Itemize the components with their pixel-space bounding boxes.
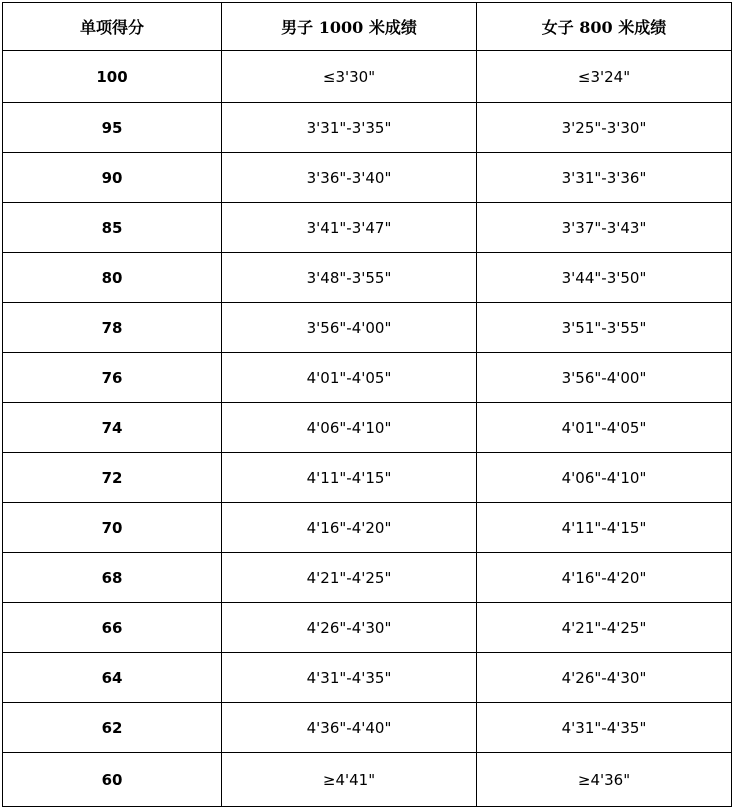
female-time-cell: 3'51"-3'55"	[477, 303, 732, 353]
male-time-cell: 4'16"-4'20"	[222, 503, 477, 553]
female-time-cell: 3'37"-3'43"	[477, 203, 732, 253]
table-row	[3, 453, 732, 503]
female-time-cell: 3'56"-4'00"	[477, 353, 732, 403]
table-row	[3, 153, 732, 203]
score-table	[2, 2, 732, 807]
score-cell: 60	[3, 753, 222, 807]
table-row	[3, 103, 732, 153]
score-cell: 74	[3, 403, 222, 453]
score-cell: 100	[3, 51, 222, 103]
female-time-cell: ≥4'36"	[477, 753, 732, 807]
table-row	[3, 753, 732, 807]
female-time-cell: 4'06"-4'10"	[477, 453, 732, 503]
male-time-cell: 4'31"-4'35"	[222, 653, 477, 703]
table-row	[3, 653, 732, 703]
score-cell: 80	[3, 253, 222, 303]
male-time-cell: 4'21"-4'25"	[222, 553, 477, 603]
table-row	[3, 403, 732, 453]
female-time-cell: 4'26"-4'30"	[477, 653, 732, 703]
score-cell: 70	[3, 503, 222, 553]
male-time-cell: 3'48"-3'55"	[222, 253, 477, 303]
female-time-cell: 3'31"-3'36"	[477, 153, 732, 203]
table-row	[3, 503, 732, 553]
score-cell: 64	[3, 653, 222, 703]
male-time-cell: 4'36"-4'40"	[222, 703, 477, 753]
male-time-cell: 3'41"-3'47"	[222, 203, 477, 253]
table-row	[3, 203, 732, 253]
male-time-cell: 4'01"-4'05"	[222, 353, 477, 403]
header-male-1000m: 男子 1000 米成绩	[222, 3, 477, 51]
table-row	[3, 303, 732, 353]
table-row	[3, 603, 732, 653]
male-time-cell: 3'56"-4'00"	[222, 303, 477, 353]
male-time-cell: 4'26"-4'30"	[222, 603, 477, 653]
male-time-cell: 4'11"-4'15"	[222, 453, 477, 503]
male-time-cell: 3'36"-3'40"	[222, 153, 477, 203]
female-time-cell: 3'44"-3'50"	[477, 253, 732, 303]
female-time-cell: 4'16"-4'20"	[477, 553, 732, 603]
score-cell: 66	[3, 603, 222, 653]
header-female-800m: 女子 800 米成绩	[477, 3, 732, 51]
male-time-cell: ≤3'30"	[222, 51, 477, 103]
female-time-cell: 4'11"-4'15"	[477, 503, 732, 553]
score-cell: 68	[3, 553, 222, 603]
table-row	[3, 51, 732, 103]
female-time-cell: 4'01"-4'05"	[477, 403, 732, 453]
score-cell: 85	[3, 203, 222, 253]
header-score: 单项得分	[3, 3, 222, 51]
score-cell: 76	[3, 353, 222, 403]
female-time-cell: 4'31"-4'35"	[477, 703, 732, 753]
table-row	[3, 253, 732, 303]
score-cell: 72	[3, 453, 222, 503]
score-cell: 95	[3, 103, 222, 153]
female-time-cell: 3'25"-3'30"	[477, 103, 732, 153]
male-time-cell: 3'31"-3'35"	[222, 103, 477, 153]
table-row	[3, 703, 732, 753]
table-row	[3, 353, 732, 403]
female-time-cell: ≤3'24"	[477, 51, 732, 103]
score-cell: 62	[3, 703, 222, 753]
score-cell: 90	[3, 153, 222, 203]
female-time-cell: 4'21"-4'25"	[477, 603, 732, 653]
table-row	[3, 553, 732, 603]
table-header-row	[3, 3, 732, 51]
score-cell: 78	[3, 303, 222, 353]
male-time-cell: ≥4'41"	[222, 753, 477, 807]
male-time-cell: 4'06"-4'10"	[222, 403, 477, 453]
